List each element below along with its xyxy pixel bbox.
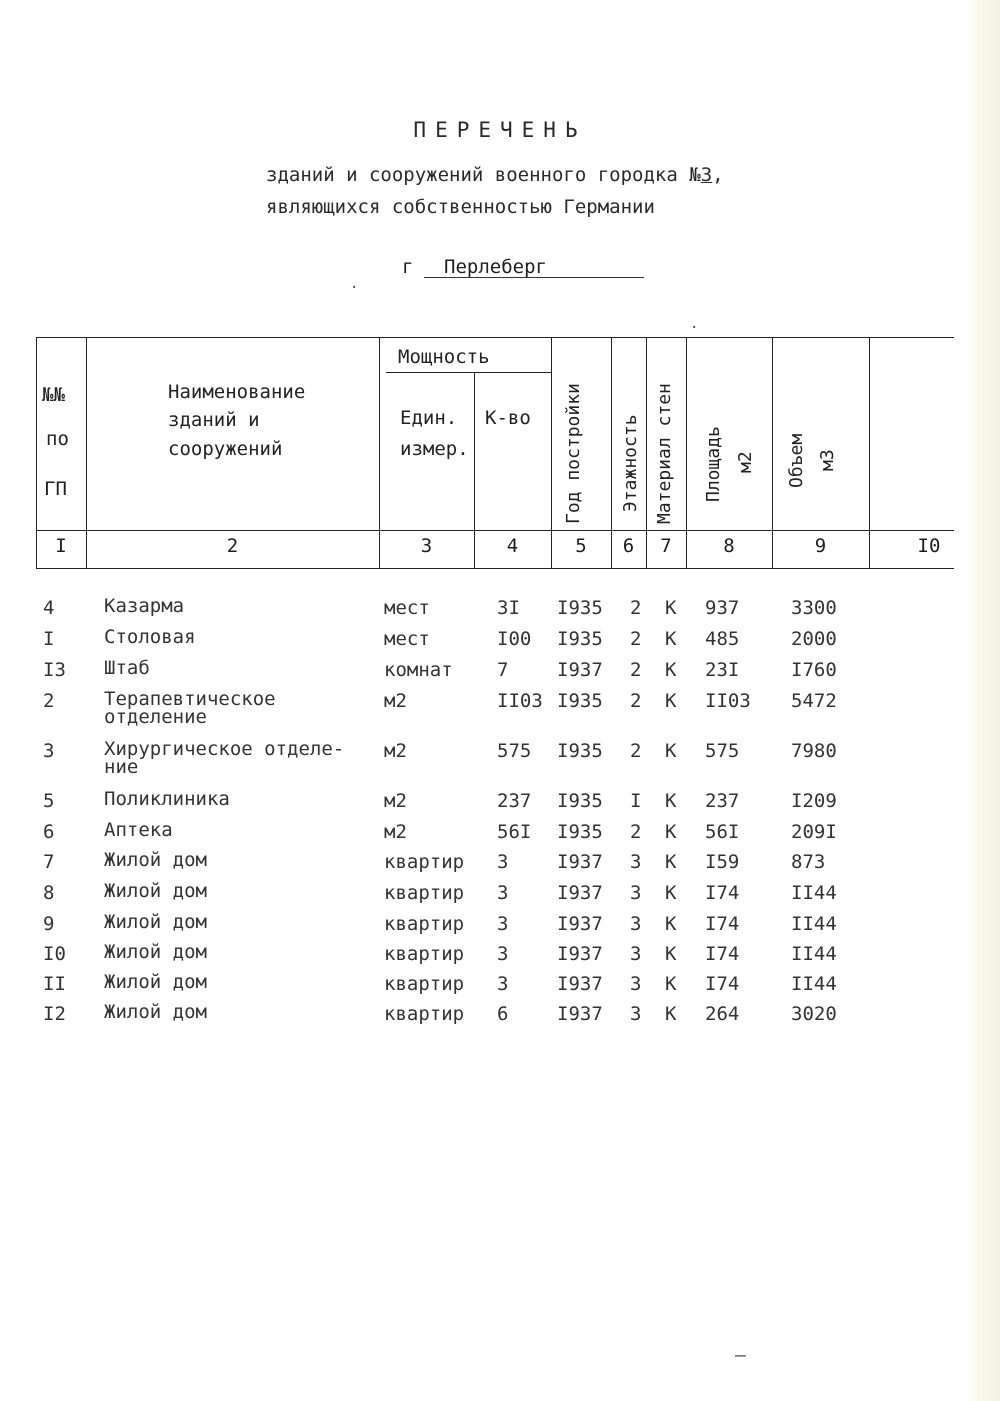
colnum-10: I0 [917,535,941,557]
cell-num: 2 [43,690,55,712]
cell-qty: 575 [497,740,532,762]
header-num-l3: ГП [44,478,67,500]
cell-year: I935 [557,690,603,712]
col-border-7 [686,337,687,568]
cell-name: Поликлиника [104,788,230,810]
cell-mat: К [665,690,677,712]
scan-speck: – [735,1345,746,1366]
colnum-9: 9 [814,535,827,557]
cell-name: Аптека [104,819,173,841]
city-underline [424,277,644,278]
cell-num: I [43,628,55,650]
cell-unit: мест [384,628,430,650]
colnum-2: 2 [226,535,239,557]
cell-area: 237 [705,790,740,812]
colnum-3: 3 [420,535,433,557]
cell-num: 4 [43,597,55,619]
col-border-5 [611,337,612,568]
cell-name: Жилой дом [104,911,207,933]
cell-mat: К [665,1003,677,1025]
cell-qty: I00 [497,628,532,650]
cell-name: Казарма [104,595,185,617]
table-top-border [36,337,954,338]
cell-volume: II44 [791,882,837,904]
cell-qty: 3 [497,943,509,965]
cell-volume: 5472 [791,690,837,712]
cell-mat: К [665,597,677,619]
cell-area: I74 [705,913,740,935]
page-edge-shadow [966,0,1000,1401]
col-border-8 [772,337,773,568]
cell-volume: II44 [791,913,837,935]
cell-mat: К [665,821,677,843]
cell-num: 8 [43,882,55,904]
cell-floors: 2 [630,821,642,843]
document-title: ПЕРЕЧЕНЬ [413,118,587,142]
cell-unit: квартир [384,882,465,904]
cell-qty: 3 [497,973,509,995]
cell-floors: 3 [630,851,642,873]
cell-year: I935 [557,740,603,762]
cell-qty: 3 [497,851,509,873]
cell-year: I937 [557,973,603,995]
cell-volume: II44 [791,943,837,965]
header-capacity: Мощность [398,346,490,368]
colnum-8: 8 [723,535,735,557]
cell-num: I3 [43,659,66,681]
cell-area: II03 [705,690,751,712]
city-name: Перлеберг [444,256,547,278]
cell-qty: 3 [497,913,509,935]
cell-name: Столовая [104,626,196,648]
cell-unit: квартир [384,943,465,965]
header-material: Материал стен [654,383,675,524]
cell-year: I937 [557,1003,603,1025]
cell-floors: 2 [630,659,642,681]
subtitle-text: зданий и сооружений военного городка № [266,164,701,186]
city-prefix: г [402,256,414,278]
garrison-number: 3 [700,164,713,186]
cell-area: 56I [705,821,740,843]
cell-name: Жилой дом [104,880,207,902]
cell-unit: м2 [384,790,407,812]
cell-name: Жилой дом [104,849,207,871]
cell-year: I935 [557,628,603,650]
cell-year: I935 [557,790,603,812]
cell-unit: мест [384,597,430,619]
cell-qty: 56I [497,821,532,843]
header-volume-l1: Объем [786,433,807,488]
cell-floors: 3 [630,882,642,904]
cell-volume: II44 [791,973,837,995]
cell-mat: К [665,628,677,650]
cell-mat: К [665,913,677,935]
scan-speck: · [690,320,699,336]
cell-year: I935 [557,821,603,843]
cell-area: 575 [705,740,740,762]
subtitle-comma: , [712,164,724,186]
cell-mat: К [665,659,677,681]
header-volume-l2: м3 [817,449,838,471]
cell-area: I74 [705,973,740,995]
cell-floors: 3 [630,943,642,965]
cell-volume: 3300 [791,597,837,619]
cell-num: II [43,973,66,995]
document-subtitle-line2: являющихся собственностью Германии [266,196,655,218]
cell-unit: квартир [384,1003,465,1025]
header-unit-l2: измер. [400,438,469,460]
col-border-4 [551,337,552,568]
header-year: Год постройки [563,383,584,524]
cell-floors: 2 [630,740,642,762]
cell-year: I937 [557,851,603,873]
cell-area: I74 [705,943,740,965]
cell-year: I937 [557,913,603,935]
cell-qty: 237 [497,790,532,812]
cell-year: I937 [557,882,603,904]
colnum-1: I [55,535,67,557]
header-name-l1: Наименование [168,381,306,403]
header-num-l2: по [46,428,69,450]
header-qty: К-во [485,407,531,429]
cell-volume: I209 [791,790,837,812]
capacity-divider [386,372,551,373]
cell-name: Жилой дом [104,971,207,993]
cell-qty: 3I [497,597,520,619]
colnum-7: 7 [660,535,672,557]
cell-year: I937 [557,659,603,681]
cell-qty: 3 [497,882,509,904]
header-floors: Этажность [620,414,641,512]
cell-unit: м2 [384,821,407,843]
cell-floors: 3 [630,913,642,935]
cell-num: 9 [43,913,55,935]
cell-mat: К [665,790,677,812]
header-unit-l1: Един. [400,407,458,429]
cell-name: Жилой дом [104,941,207,963]
cell-floors: 2 [630,597,642,619]
cell-area: 485 [705,628,740,650]
header-area-l2: м2 [735,451,756,473]
col-border-6 [646,337,647,568]
cell-volume: 2000 [791,628,837,650]
cell-num: 3 [43,740,55,762]
col-border-2 [379,337,380,568]
cell-area: I59 [705,851,740,873]
cell-area: 264 [705,1003,740,1025]
cell-num: 6 [43,821,55,843]
cell-volume: I760 [791,659,837,681]
cell-mat: К [665,882,677,904]
cell-qty: 7 [497,659,509,681]
header-num-l1: №№ [42,384,65,406]
cell-qty: 6 [497,1003,509,1025]
colnum-4: 4 [506,535,519,557]
col-border-0 [36,337,37,568]
cell-num: I2 [43,1003,66,1025]
cell-floors: 3 [630,1003,642,1025]
col-border-1 [86,337,87,568]
cell-unit: квартир [384,973,465,995]
cell-area: 23I [705,659,740,681]
cell-mat: К [665,973,677,995]
cell-unit: квартир [384,913,465,935]
cell-unit: комнат [384,659,453,681]
header-bottom-border [36,530,954,531]
cell-num: 7 [43,851,55,873]
cell-unit: м2 [384,740,407,762]
cell-volume: 209I [791,821,837,843]
cell-volume: 873 [791,851,826,873]
cell-unit: квартир [384,851,465,873]
cell-name: Штаб [104,657,150,679]
document-subtitle-line1 [266,164,724,186]
cell-num: I0 [43,943,66,965]
cell-floors: 3 [630,973,642,995]
col-border-9 [869,337,870,568]
header-area-l1: Площадь [703,426,724,502]
cell-unit: м2 [384,690,407,712]
cell-year: I937 [557,943,603,965]
cell-num: 5 [43,790,55,812]
cell-floors: 2 [630,628,642,650]
cell-floors: 2 [630,690,642,712]
cell-area: I74 [705,882,740,904]
cell-volume: 3020 [791,1003,837,1025]
cell-mat: К [665,943,677,965]
colnum-5: 5 [575,535,587,557]
cell-area: 937 [705,597,740,619]
cell-name: Терапевтическое отделение [104,688,276,728]
cell-qty: II03 [497,690,543,712]
scan-speck: · [350,280,359,296]
column-number-border [36,568,954,569]
cell-volume: 7980 [791,740,837,762]
cell-mat: К [665,851,677,873]
header-name-l2: зданий и [168,409,260,431]
cell-year: I935 [557,597,603,619]
cell-mat: К [665,740,677,762]
cell-name: Хирургическое отделе-ние [104,738,345,778]
cell-name: Жилой дом [104,1001,207,1023]
cell-floors: I [630,790,642,812]
header-name-l3: сооружений [168,438,283,460]
colnum-6: 6 [622,535,635,557]
